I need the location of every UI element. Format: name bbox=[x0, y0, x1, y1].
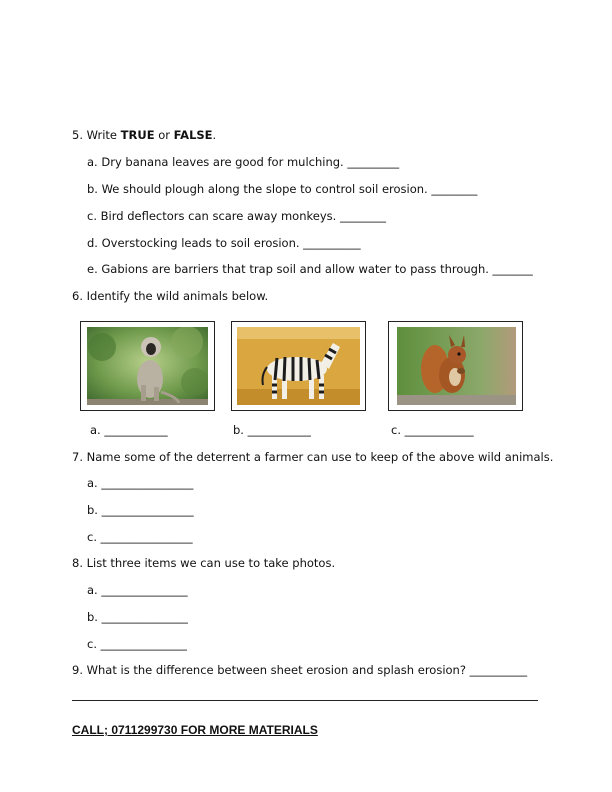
question-8-title: 8. List three items we can use to take photos. bbox=[72, 556, 336, 570]
q5-item-d: d. Overstocking leads to soil erosion. __________ bbox=[87, 236, 361, 250]
question-7-title: 7. Name some of the deterrent a farmer can use to keep of the above wild animals. bbox=[72, 450, 554, 464]
zebra-image bbox=[237, 327, 360, 405]
footer-call-text: CALL; 0711299730 FOR MORE MATERIALS bbox=[72, 723, 318, 737]
q8-answer-a: a. _______________ bbox=[87, 583, 188, 597]
q7-answer-b: b. ________________ bbox=[87, 503, 194, 517]
q5-or-word: or bbox=[154, 128, 174, 142]
q8-answer-b: b. _______________ bbox=[87, 610, 188, 624]
q5-item-c: c. Bird deflectors can scare away monkeys. ________ bbox=[87, 209, 386, 223]
q5-false-word: FALSE bbox=[173, 128, 213, 142]
q7-answer-a: a. ________________ bbox=[87, 476, 194, 490]
q5-item-e: e. Gabions are barriers that trap soil and allow water to pass through. _______ bbox=[87, 262, 533, 276]
q6-answer-a: a. ___________ bbox=[90, 423, 168, 437]
question-9-title: 9. What is the difference between sheet erosion and splash erosion? __________ bbox=[72, 663, 528, 677]
q9-answer-line bbox=[72, 700, 538, 701]
q6-answer-c: c. ____________ bbox=[391, 423, 474, 437]
q5-prefix: 5. Write bbox=[72, 128, 121, 142]
q7-answer-c: c. ________________ bbox=[87, 530, 193, 544]
q6-answer-b: b. ___________ bbox=[233, 423, 311, 437]
q5-suffix: . bbox=[212, 128, 217, 142]
zebra-image-frame bbox=[231, 321, 366, 411]
q5-item-b: b. We should plough along the slope to control soil erosion. ________ bbox=[87, 182, 478, 196]
question-6-title: 6. Identify the wild animals below. bbox=[72, 289, 269, 303]
q8-answer-c: c. _______________ bbox=[87, 637, 187, 651]
squirrel-image-frame bbox=[388, 321, 523, 411]
q5-item-a: a. Dry banana leaves are good for mulching. _________ bbox=[87, 155, 400, 169]
question-5-title bbox=[72, 128, 216, 142]
monkey-image-frame bbox=[80, 321, 215, 411]
monkey-image bbox=[87, 327, 208, 405]
squirrel-image bbox=[397, 327, 516, 405]
q5-true-word: TRUE bbox=[120, 128, 155, 142]
